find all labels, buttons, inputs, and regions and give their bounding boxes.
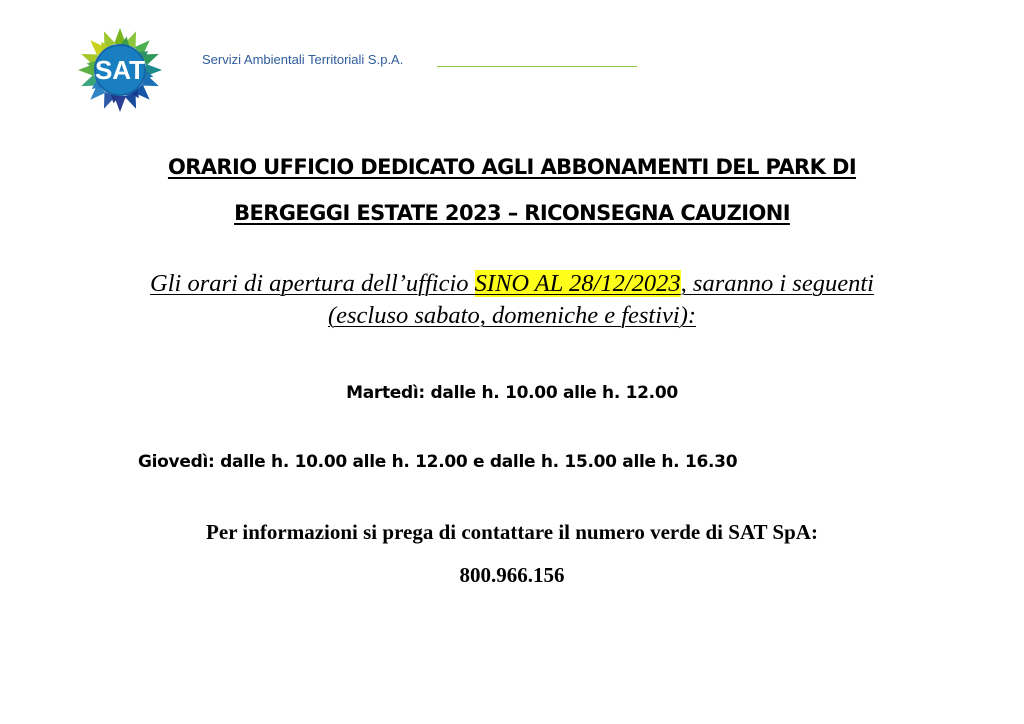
intro-highlight: SINO AL 28/12/2023: [474, 270, 681, 297]
toll-free-number: 800.966.156: [459, 563, 565, 587]
intro-text-before: Gli orari di apertura dell’ufficio: [150, 270, 475, 297]
sat-logo: [78, 26, 162, 114]
logo-text: SAT: [94, 55, 146, 85]
schedule-tuesday: Martedì: dalle h. 10.00 alle h. 12.00: [346, 383, 678, 403]
intro-line-2: (escluso sabato, domeniche e festivi):: [327, 302, 697, 329]
intro-paragraph: [60, 268, 964, 332]
schedule-thursday: Giovedì: dalle h. 10.00 alle h. 12.00 e dalle h. 15.00 alle h. 16.30: [138, 452, 738, 472]
title-line-2: BERGEGGI ESTATE 2023 – RICONSEGNA CAUZIONI: [234, 201, 790, 225]
intro-text-after: , saranno i seguenti: [680, 270, 874, 297]
title-line-1: ORARIO UFFICIO DEDICATO AGLI ABBONAMENTI DEL PARK DI: [167, 155, 857, 179]
sunburst-logo-icon: [78, 26, 162, 114]
company-name: Servizi Ambientali Territoriali S.p.A.: [202, 52, 404, 67]
notice-title: [60, 144, 964, 236]
header-rule: [437, 66, 637, 67]
intro-line-1: [150, 270, 874, 297]
info-text: Per informazioni si prega di contattare il numero verde di SAT SpA:: [206, 520, 818, 544]
